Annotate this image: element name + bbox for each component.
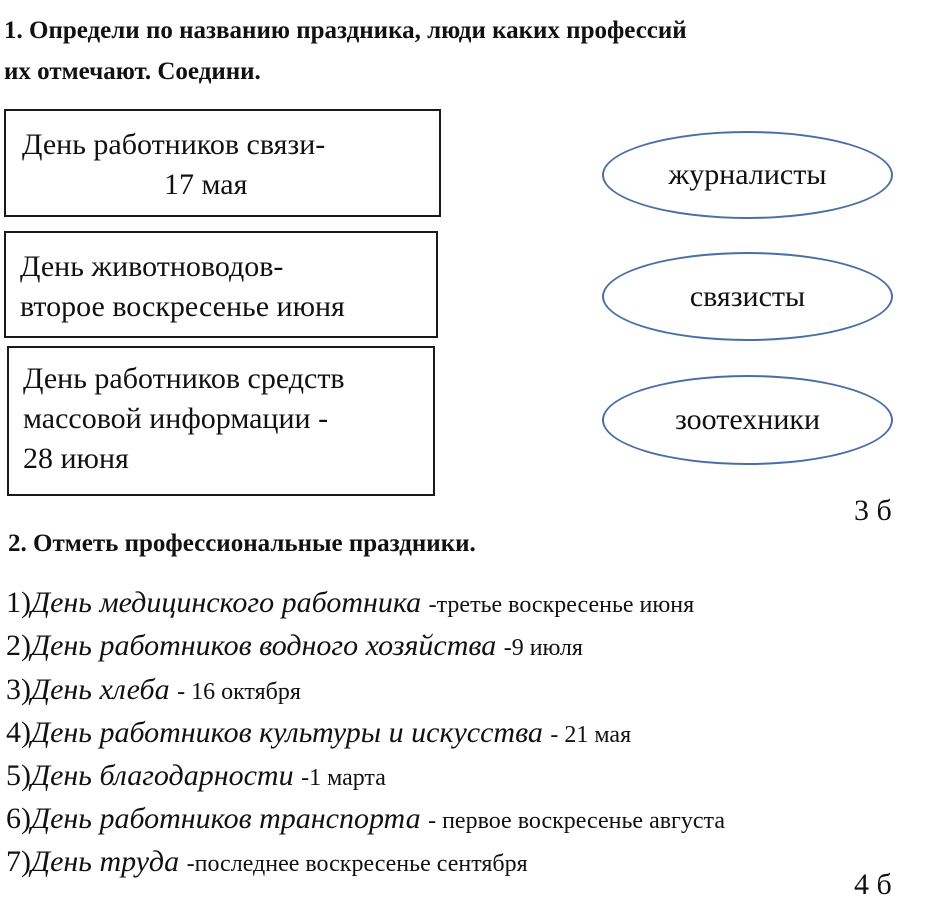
holiday-date: - первое воскресенье августа <box>428 808 725 834</box>
task1-heading-line1: 1. Определи по названию праздника, люди каких профессий <box>4 17 687 44</box>
holiday-box-media[interactable] <box>7 346 435 496</box>
holiday-date: -последнее воскресенье сентября <box>186 851 528 877</box>
profession-oval-journalists[interactable]: журналисты <box>602 131 893 219</box>
holiday-box-line: День работников средств <box>23 362 345 395</box>
holiday-option-3[interactable] <box>6 670 301 712</box>
holiday-box-line: массовой информации - <box>23 402 329 435</box>
task1-heading-line2: их отмечают. Соедини. <box>4 58 261 85</box>
holiday-option-1[interactable] <box>6 583 694 625</box>
holiday-name: День медицинского работника <box>31 586 422 619</box>
holiday-box-communication[interactable] <box>4 109 441 217</box>
holiday-box-line: День работников связи- <box>22 128 326 161</box>
holiday-number: 4) <box>6 716 31 749</box>
holiday-number: 2) <box>6 629 31 662</box>
holiday-option-7[interactable] <box>6 842 528 884</box>
profession-oval-signalmen[interactable]: связисты <box>602 252 893 341</box>
holiday-date: - 16 октября <box>177 679 301 705</box>
holiday-name: День труда <box>31 845 180 878</box>
holiday-name: День работников транспорта <box>31 802 421 835</box>
holiday-option-5[interactable] <box>6 756 386 798</box>
task2-score: 4 б <box>854 868 892 901</box>
holiday-number: 5) <box>6 759 31 792</box>
holiday-date: -1 марта <box>301 765 386 791</box>
holiday-date: - 21 мая <box>550 722 632 748</box>
holiday-box-line: 17 мая <box>164 168 248 201</box>
holiday-box-livestock[interactable] <box>4 231 438 338</box>
holiday-number: 1) <box>6 586 31 619</box>
holiday-name: День благодарности <box>31 759 294 792</box>
task2-heading: 2. Отметь профессиональные праздники. <box>8 530 476 557</box>
holiday-box-line: второе воскресенье июня <box>20 290 345 323</box>
profession-oval-zootechnicians[interactable]: зоотехники <box>602 375 893 465</box>
holiday-date: -третье воскресенье июня <box>428 592 695 618</box>
holiday-name: День работников культуры и искусства <box>31 716 543 749</box>
task1-score: 3 б <box>854 494 892 527</box>
holiday-name: День хлеба <box>31 673 170 706</box>
holiday-number: 7) <box>6 845 31 878</box>
holiday-option-6[interactable] <box>6 799 725 841</box>
holiday-option-4[interactable] <box>6 713 631 755</box>
holiday-box-line: День животноводов- <box>20 250 284 283</box>
holiday-number: 3) <box>6 673 31 706</box>
holiday-name: День работников водного хозяйства <box>31 629 497 662</box>
holiday-box-line: 28 июня <box>23 442 129 475</box>
holiday-number: 6) <box>6 802 31 835</box>
holiday-option-2[interactable] <box>6 626 583 668</box>
holiday-date: -9 июля <box>503 635 583 661</box>
